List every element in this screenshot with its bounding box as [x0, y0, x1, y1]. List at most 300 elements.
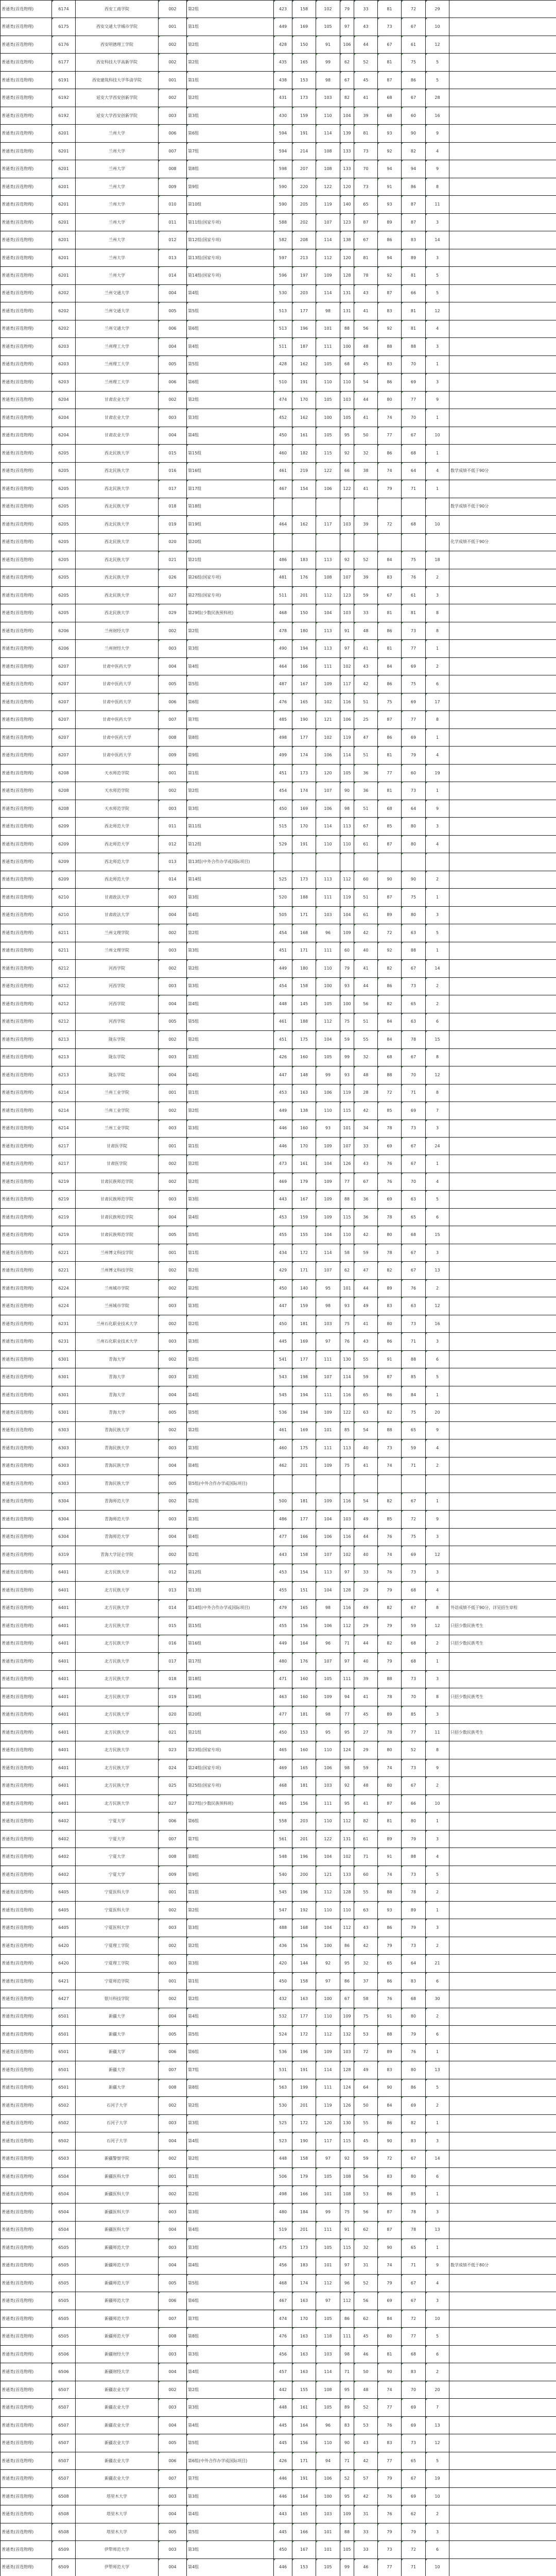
cell-chinese-math: 159: [292, 1297, 316, 1315]
cell-subject-score: 133: [340, 160, 354, 178]
cell-school-name: 伊犁师范大学: [76, 2541, 159, 2558]
table-row: [1, 1653, 556, 1670]
table-row: [1, 302, 556, 320]
cell-group-name: 第3组: [187, 889, 274, 906]
cell-school-name: 兰州大学: [76, 231, 159, 249]
cell-subject-score: 116: [340, 1493, 354, 1510]
cell-math-score: 100: [316, 409, 340, 427]
cell-group-name: 第2组: [187, 2150, 274, 2167]
cell-school-name: 甘肃民族师范学院: [76, 1208, 159, 1226]
cell-physics-score: 40: [354, 1439, 378, 1457]
table-row: [1, 586, 556, 604]
cell-physics-score: 51: [354, 1013, 378, 1030]
cell-chinese-math: 205: [292, 196, 316, 213]
cell-group-name: 第2组: [187, 36, 274, 53]
cell-rank: 9: [426, 1421, 449, 1439]
cell-remark: [449, 1706, 556, 1723]
cell-group-code: 001: [159, 1084, 187, 1101]
cell-subject-score: 97: [340, 1653, 354, 1670]
cell-total-score: 536: [274, 1404, 292, 1421]
cell-group-code: 002: [159, 1315, 187, 1332]
table-row: [1, 107, 556, 124]
cell-remark: [449, 1208, 556, 1226]
cell-group-name: 第15组: [187, 1617, 274, 1635]
cell-subject3-score: 81: [402, 267, 426, 284]
cell-remark: [449, 516, 556, 533]
cell-subject3-score: 69: [402, 2097, 426, 2114]
cell-math-score: 104: [316, 1919, 340, 1937]
cell-subject3-score: 64: [402, 800, 426, 817]
cell-physics-score: 44: [354, 391, 378, 409]
cell-category: 普通类(首选物理): [1, 977, 52, 995]
cell-subject2-score: 68: [378, 89, 402, 107]
cell-total-score: 505: [274, 906, 292, 924]
cell-subject3-score: [402, 533, 426, 551]
cell-group-code: 002: [159, 924, 187, 942]
cell-remark: [449, 1013, 556, 1030]
cell-remark: [449, 1777, 556, 1794]
cell-physics-score: 67: [354, 818, 378, 835]
cell-subject2-score: 72: [378, 1084, 402, 1101]
cell-total-score: 480: [274, 1653, 292, 1670]
cell-rank: 1: [426, 1812, 449, 1830]
cell-subject2-score: 94: [378, 249, 402, 266]
cell-group-code: 003: [159, 2239, 187, 2257]
cell-chinese-math: 196: [292, 1848, 316, 1866]
cell-school-name: 宁夏理工学院: [76, 1937, 159, 1954]
cell-subject2-score: 90: [378, 2132, 402, 2150]
cell-subject2-score: 68: [378, 1048, 402, 1066]
cell-school-code: 6217: [52, 1155, 76, 1173]
cell-chinese-math: 196: [292, 320, 316, 337]
cell-school-code: 6301: [52, 1404, 76, 1421]
cell-math-score: 97: [316, 2292, 340, 2310]
cell-school-name: 塔里木大学: [76, 2487, 159, 2505]
cell-physics-score: 61: [354, 1830, 378, 1848]
cell-chinese-math: 159: [292, 1208, 316, 1226]
table-row: [1, 355, 556, 373]
cell-subject2-score: 80: [378, 1315, 402, 1332]
cell-school-name: 兰州财经大学: [76, 640, 159, 657]
cell-school-name: 北方民族大学: [76, 1635, 159, 1652]
cell-category: 普通类(首选物理): [1, 1937, 52, 1954]
cell-category: 普通类(首选物理): [1, 1191, 52, 1208]
cell-group-name: 第3组: [187, 2239, 274, 2257]
cell-group-name: 第4组: [187, 2505, 274, 2523]
cell-subject2-score: 89: [378, 1830, 402, 1848]
cell-school-name: 北方民族大学: [76, 1582, 159, 1599]
cell-rank: 5: [426, 2328, 449, 2345]
cell-remark: [449, 1884, 556, 1901]
cell-subject-score: 88: [340, 1191, 354, 1208]
cell-group-name: 第12组: [187, 1564, 274, 1581]
cell-remark: [449, 1404, 556, 1421]
cell-category: 普通类(首选物理): [1, 2505, 52, 2523]
cell-group-name: 第4组: [187, 338, 274, 355]
table-row: [1, 178, 556, 195]
cell-remark: [449, 1048, 556, 1066]
cell-category: 普通类(首选物理): [1, 2328, 52, 2345]
cell-category: 普通类(首选物理): [1, 1617, 52, 1635]
cell-rank: 2: [426, 2008, 449, 2025]
cell-total-score: 543: [274, 1368, 292, 1386]
cell-rank: 3: [426, 1830, 449, 1848]
cell-subject-score: 108: [340, 2168, 354, 2185]
cell-total-score: 447: [274, 1297, 292, 1315]
cell-group-code: 012: [159, 231, 187, 249]
cell-subject-score: 103: [340, 2043, 354, 2061]
cell-subject2-score: 86: [378, 231, 402, 249]
cell-remark: [449, 267, 556, 284]
cell-school-code: 6202: [52, 284, 76, 302]
cell-remark: [449, 2097, 556, 2114]
cell-subject3-score: 75: [402, 551, 426, 569]
cell-rank: [426, 533, 449, 551]
cell-subject2-score: 84: [378, 2310, 402, 2327]
cell-total-score: 485: [274, 711, 292, 728]
cell-group-name: 第1组: [187, 2168, 274, 2185]
table-row: [1, 1688, 556, 1706]
cell-school-name: 兰州理工大学: [76, 355, 159, 373]
cell-group-code: 018: [159, 1670, 187, 1688]
cell-remark: [449, 1279, 556, 1297]
cell-physics-score: 41: [354, 1457, 378, 1475]
cell-total-score: 582: [274, 231, 292, 249]
cell-category: 普通类(首选物理): [1, 782, 52, 800]
cell-remark: [449, 1386, 556, 1403]
cell-school-name: 青海师范大学: [76, 1528, 159, 1546]
cell-category: 普通类(首选物理): [1, 1990, 52, 2008]
cell-group-code: 013: [159, 249, 187, 266]
cell-rank: 8: [426, 178, 449, 195]
cell-subject3-score: 67: [402, 1048, 426, 1066]
cell-math-score: 102: [316, 728, 340, 746]
cell-subject2-score: 80: [378, 391, 402, 409]
table-row: [1, 18, 556, 36]
table-row: [1, 1226, 556, 1244]
cell-rank: 2: [426, 569, 449, 586]
cell-chinese-math: 159: [292, 107, 316, 124]
table-row: [1, 871, 556, 888]
cell-category: 普通类(首选物理): [1, 2470, 52, 2487]
cell-group-code: 009: [159, 1866, 187, 1883]
cell-subject3-score: 78: [402, 1031, 426, 1048]
cell-physics-score: 87: [354, 213, 378, 231]
cell-school-code: 6214: [52, 1102, 76, 1120]
cell-category: 普通类(首选物理): [1, 1315, 52, 1332]
cell-subject3-score: 83: [402, 1972, 426, 1990]
cell-group-name: 第3组: [187, 800, 274, 817]
cell-rank: 2: [426, 1457, 449, 1475]
cell-category: 普通类(首选物理): [1, 2221, 52, 2239]
cell-rank: 9: [426, 2257, 449, 2274]
cell-school-code: 6303: [52, 1457, 76, 1475]
cell-math-score: 111: [316, 1439, 340, 1457]
table-row: [1, 2275, 556, 2292]
cell-school-name: 新疆财经大学: [76, 2363, 159, 2381]
cell-chinese-math: 148: [292, 1066, 316, 1084]
cell-school-code: 6203: [52, 338, 76, 355]
cell-subject-score: 75: [340, 1457, 354, 1475]
cell-math-score: 107: [316, 1262, 340, 1279]
cell-group-name: 第4组: [187, 995, 274, 1013]
cell-group-name: 第3组: [187, 1955, 274, 1972]
cell-subject3-score: [402, 498, 426, 515]
cell-group-code: 006: [159, 693, 187, 710]
cell-physics-score: 59: [354, 2150, 378, 2167]
cell-school-code: 6501: [52, 2008, 76, 2025]
cell-group-name: 第3组: [187, 977, 274, 995]
cell-school-name: 西北民族大学: [76, 569, 159, 586]
cell-school-name: 西北师范大学: [76, 871, 159, 888]
cell-group-name: 第23组(国家专项): [187, 1741, 274, 1759]
cell-remark: [449, 835, 556, 853]
cell-subject-score: 79: [340, 1, 354, 18]
cell-rank: 2: [426, 1884, 449, 1901]
cell-rank: 3: [426, 338, 449, 355]
cell-remark: 数学成绩不低于90分: [449, 498, 556, 515]
cell-subject3-score: 72: [402, 2310, 426, 2327]
cell-group-code: 003: [159, 2487, 187, 2505]
cell-category: 普通类(首选物理): [1, 1297, 52, 1315]
cell-subject2-score: 77: [378, 2558, 402, 2576]
cell-subject2-score: 72: [378, 924, 402, 942]
cell-math-score: 111: [316, 1794, 340, 1812]
cell-category: 普通类(首选物理): [1, 338, 52, 355]
cell-school-name: 兰州博文科技学院: [76, 1262, 159, 1279]
cell-category: 普通类(首选物理): [1, 2310, 52, 2327]
cell-total-score: 596: [274, 267, 292, 284]
cell-category: 普通类(首选物理): [1, 1866, 52, 1883]
cell-math-score: 114: [316, 2061, 340, 2079]
cell-math-score: 99: [316, 1066, 340, 1084]
cell-school-code: 6401: [52, 1635, 76, 1652]
cell-physics-score: 45: [354, 2132, 378, 2150]
cell-total-score: 434: [274, 1244, 292, 1261]
cell-math-score: 106: [316, 2470, 340, 2487]
cell-subject3-score: 63: [402, 1191, 426, 1208]
cell-rank: 20: [426, 1404, 449, 1421]
cell-subject2-score: 77: [378, 427, 402, 444]
cell-group-code: 007: [159, 1830, 187, 1848]
cell-math-score: 96: [316, 2416, 340, 2434]
cell-chinese-math: [292, 853, 316, 871]
cell-subject-score: 94: [340, 1688, 354, 1706]
cell-chinese-math: 219: [292, 462, 316, 480]
cell-school-code: 6202: [52, 302, 76, 320]
cell-category: 普通类(首选物理): [1, 1706, 52, 1723]
cell-chinese-math: 170: [292, 391, 316, 409]
cell-subject3-score: 63: [402, 1013, 426, 1030]
cell-physics-score: 48: [354, 338, 378, 355]
cell-subject-score: 109: [340, 2008, 354, 2025]
cell-total-score: 467: [274, 2292, 292, 2310]
cell-group-code: 027: [159, 586, 187, 604]
cell-group-code: 004: [159, 2221, 187, 2239]
table-row: [1, 1262, 556, 1279]
cell-chinese-math: 182: [292, 445, 316, 462]
cell-chinese-math: 172: [292, 2114, 316, 2132]
cell-total-score: 475: [274, 2239, 292, 2257]
cell-subject-score: 60: [340, 942, 354, 959]
table-row: [1, 54, 556, 71]
cell-chinese-math: 213: [292, 249, 316, 266]
cell-remark: 数学成绩不低于80分: [449, 2257, 556, 2274]
cell-subject3-score: 67: [402, 427, 426, 444]
cell-school-name: 兰州大学: [76, 142, 159, 160]
table-row: [1, 374, 556, 391]
cell-remark: [449, 1866, 556, 1883]
cell-group-name: 第6组: [187, 2043, 274, 2061]
cell-subject-score: 98: [340, 1759, 354, 1776]
cell-group-name: 第21组: [187, 1723, 274, 1741]
cell-subject-score: 104: [340, 107, 354, 124]
cell-physics-score: 29: [354, 1617, 378, 1635]
cell-school-name: 宁夏医科大学: [76, 1919, 159, 1937]
table-row: [1, 1066, 556, 1084]
cell-math-score: 109: [316, 1404, 340, 1421]
cell-chinese-math: 150: [292, 36, 316, 53]
table-row: [1, 1706, 556, 1723]
cell-physics-score: 29: [354, 1582, 378, 1599]
cell-subject2-score: 87: [378, 2221, 402, 2239]
cell-physics-score: 53: [354, 2416, 378, 2434]
cell-physics-score: 42: [354, 924, 378, 942]
cell-rank: 3: [426, 818, 449, 835]
cell-remark: [449, 1102, 556, 1120]
cell-chinese-math: 171: [292, 2452, 316, 2469]
table-row: [1, 2381, 556, 2398]
cell-rank: 7: [426, 1102, 449, 1120]
cell-school-name: 甘肃农业大学: [76, 391, 159, 409]
cell-subject2-score: 87: [378, 71, 402, 89]
cell-subject3-score: 65: [402, 1208, 426, 1226]
cell-physics-score: [354, 1475, 378, 1493]
cell-total-score: 498: [274, 728, 292, 746]
cell-rank: 8: [426, 622, 449, 639]
cell-remark: [449, 728, 556, 746]
cell-subject2-score: 76: [378, 1564, 402, 1581]
cell-subject-score: 95: [340, 2381, 354, 2398]
cell-school-code: 6301: [52, 1386, 76, 1403]
cell-remark: [449, 1138, 556, 1155]
cell-total-score: 445: [274, 1333, 292, 1350]
cell-group-code: 005: [159, 1013, 187, 1030]
cell-group-name: 第5组: [187, 2275, 274, 2292]
cell-math-score: 121: [316, 1866, 340, 1883]
cell-remark: [449, 1244, 556, 1261]
cell-chinese-math: 197: [292, 267, 316, 284]
cell-group-name: 第8组: [187, 1848, 274, 1866]
cell-rank: 6: [426, 2168, 449, 2185]
cell-subject3-score: 60: [402, 764, 426, 782]
cell-school-name: 甘肃中医药大学: [76, 747, 159, 764]
cell-remark: [449, 1191, 556, 1208]
cell-subject3-score: 65: [402, 2452, 426, 2469]
cell-subject3-score: 78: [402, 2221, 426, 2239]
cell-chinese-math: 183: [292, 551, 316, 569]
cell-group-code: 002: [159, 1155, 187, 1173]
table-row: [1, 1830, 556, 1848]
cell-school-code: 6501: [52, 2079, 76, 2096]
cell-math-score: 111: [316, 338, 340, 355]
cell-remark: [449, 409, 556, 427]
cell-subject2-score: 83: [378, 355, 402, 373]
cell-total-score: 500: [274, 1493, 292, 1510]
cell-group-code: 005: [159, 1226, 187, 1244]
cell-physics-score: 49: [354, 2061, 378, 2079]
cell-subject-score: 88: [340, 2523, 354, 2540]
cell-chinese-math: 174: [292, 782, 316, 800]
cell-subject-score: 117: [340, 675, 354, 693]
cell-school-code: 6501: [52, 2061, 76, 2079]
cell-chinese-math: 192: [292, 1901, 316, 1919]
cell-math-score: 101: [316, 2523, 340, 2540]
cell-subject3-score: 61: [402, 36, 426, 53]
cell-total-score: 464: [274, 657, 292, 675]
cell-chinese-math: 171: [292, 1262, 316, 1279]
table-row: [1, 1866, 556, 1883]
cell-group-name: 第9组: [187, 747, 274, 764]
table-row: [1, 267, 556, 284]
cell-group-code: 003: [159, 942, 187, 959]
table-row: [1, 1599, 556, 1617]
table-row: [1, 747, 556, 764]
cell-subject3-score: 72: [402, 1511, 426, 1528]
cell-group-code: 007: [159, 711, 187, 728]
cell-total-score: 453: [274, 1564, 292, 1581]
cell-remark: [449, 249, 556, 266]
cell-school-code: 6206: [52, 622, 76, 639]
cell-subject-score: 97: [340, 2257, 354, 2274]
cell-subject3-score: 82: [402, 2114, 426, 2132]
cell-category: 普通类(首选物理): [1, 2061, 52, 2079]
cell-math-score: 106: [316, 1617, 340, 1635]
cell-physics-score: 71: [354, 1848, 378, 1866]
cell-school-code: 6231: [52, 1315, 76, 1332]
cell-subject2-score: 82: [378, 1493, 402, 1510]
table-row: [1, 196, 556, 213]
cell-group-code: 004: [159, 1386, 187, 1403]
cell-subject3-score: 67: [402, 2150, 426, 2167]
cell-group-name: 第1组: [187, 1972, 274, 1990]
cell-school-code: 6420: [52, 1937, 76, 1954]
cell-physics-score: 49: [354, 1511, 378, 1528]
table-row: [1, 1670, 556, 1688]
cell-school-code: 6211: [52, 942, 76, 959]
cell-category: 普通类(首选物理): [1, 1279, 52, 1297]
cell-group-name: 第3组: [187, 1120, 274, 1137]
cell-chinese-math: 184: [292, 2204, 316, 2221]
cell-math-score: 105: [316, 2310, 340, 2327]
cell-math-score: 112: [316, 2275, 340, 2292]
cell-remark: [449, 2541, 556, 2558]
table-row: [1, 2523, 556, 2540]
cell-subject3-score: 67: [402, 2275, 426, 2292]
cell-math-score: 105: [316, 427, 340, 444]
cell-subject-score: 103: [340, 516, 354, 533]
cell-total-score: 448: [274, 2399, 292, 2416]
cell-category: 普通类(首选物理): [1, 569, 52, 586]
cell-subject-score: 128: [340, 1884, 354, 1901]
cell-school-name: 河西学院: [76, 1013, 159, 1030]
cell-chinese-math: 190: [292, 711, 316, 728]
table-row: [1, 835, 556, 853]
cell-category: 普通类(首选物理): [1, 231, 52, 249]
cell-category: 普通类(首选物理): [1, 1457, 52, 1475]
cell-rank: 8: [426, 604, 449, 622]
cell-chinese-math: 156: [292, 1937, 316, 1954]
